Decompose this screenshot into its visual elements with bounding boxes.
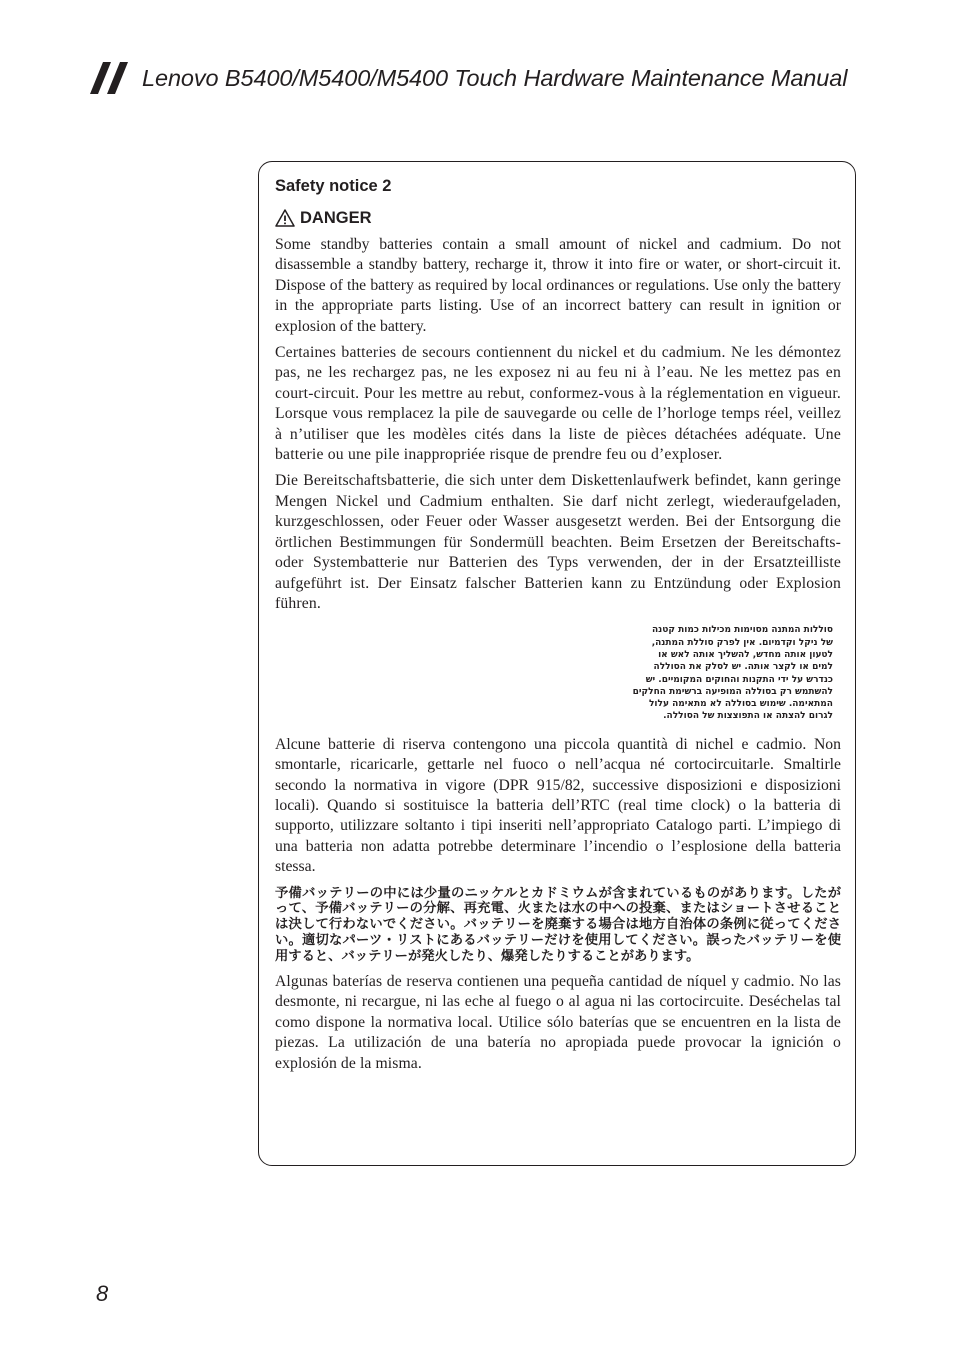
page-number: 8 (96, 1281, 109, 1306)
danger-label: DANGER (300, 208, 372, 227)
hebrew-line: כנדרש על ידי התקנות והחוקים המקומיים. יש (645, 674, 833, 685)
hebrew-line: של ניקל וקדמיום. אין לפרק סוללת המתנה, (651, 637, 833, 648)
warning-triangle-icon (275, 209, 295, 227)
hebrew-line: להשתמש רק בסוללה המופיעה ברשימת החלקים (632, 686, 833, 697)
german-warning: Die Bereitschaftsbatterie, die sich unter dem Diskettenlaufwerk befindet, kann geringe Mengen Nickel und Cadmium enthalten. Sie darf nicht zerlegt, wiederaufgeladen, kurzgeschlossen, oder Feuer oder Wasser ausgesetzt werden. Bei der Entsorgung die örtlichen Bestimmungen für Sondermüll beachten. Beim Ersetzen der Bereitschafts-oder Systembatterie nur Batterien des Typs verwenden, der in der Ersatzteilliste aufgeführt ist. Der Einsatz falscher Batterien kann zu Entzündung oder Explosion führen. (275, 472, 841, 612)
hebrew-line: לטעון אותה מחדש, להשליך אותה לאש או (658, 649, 833, 660)
hebrew-line: לגרום להצתה או התפוצצות של הסוללה. (663, 711, 833, 722)
danger-heading (275, 207, 841, 229)
safety-notice-box (258, 161, 856, 1166)
hebrew-line: המתאימה. שימוש בסוללה לא מתאימה עלול (648, 699, 833, 710)
manual-title: Lenovo B5400/M5400/M5400 Touch Hardware Maintenance Manual (142, 65, 848, 91)
page-header (90, 62, 890, 98)
header-slash-mark-icon (90, 62, 134, 94)
hebrew-line: למים או לקצר אותה. יש לסלק את הסוללה (653, 662, 833, 673)
notice-title: Safety notice 2 (275, 177, 392, 195)
italian-warning: Alcune batterie di riserva contengono una piccola quantità di nichel e cadmio. Non smontarle, ricaricarle, gettarle nel fuoco o nell’acqua né cortocircuitarle. Smaltirle secondo la normativa in vigore (DPR 915/82, successive disposizioni e disposizioni locali). Quando si sostituisce la batteria dell’RTC (real time clock) o la batteria di supporto, utilizzare soltanto i tipi inseriti nell’appropriato Catalogo parti. L’impiego di una batteria non adatta potrebbe determinare l’incendio o l’esplosione della batteria stessa. (275, 735, 841, 876)
french-warning: Certaines batteries de secours contiennent du nickel et du cadmium. Ne les démontez pas, ne les rechargez pas, ne les exposez ni au feu ni à l’eau. Ne les mettez pas en court-circuit. Pour les mettre au rebut, conformez-vous à la réglementation en vigueur. Lorsque vous remplacez la pile de sauvegarde ou celle de l’horloge temps réel, veillez à n’utiliser que les modèles cités dans la liste de pièces détachées adéquate. Une batterie ou une pile inappropriée risque de prendre feu ou d’exploser. (275, 344, 841, 464)
spanish-warning: Algunas baterías de reserva contienen una pequeña cantidad de níquel y cadmio. No las desmonte, ni recargue, ni las eche al fuego o al agua ni las cortocircuite. Deséchelas tal como dispone la normativa local. Utilice sólo baterías que se encuentren en la lista de piezas. La utilización de una batería no apropiada puede provocar la ignición o explosión de la misma. (275, 973, 841, 1072)
hebrew-warning (593, 624, 833, 722)
japanese-warning: 予備バッテリーの中には少量のニッケルとカドミウムが含まれているものがあります。したがって、予備バッテリーの分解、再充電、火または水の中への投棄、またはショートさせることは決して行わないでください。バッテリーを廃棄する場合は地方自治体の条例に従ってください。適切なパーツ・リストにあるバッテリーだけを使用してください。誤ったバッテリーを使用すると、バッテリーが発火したり、爆発したりすることがあります。 (275, 885, 841, 965)
hebrew-line: סוללות המתנה מסוימות מכילות כמות קטנה (651, 625, 833, 636)
english-warning: Some standby batteries contain a small amount of nickel and cadmium. Do not disassemble a standby battery, recharge it, throw it into fire or water, or short-circuit it. Dispose of the battery as required by local ordinances or regulations. Use only the battery in the appropriate parts listing. Use of an incorrect battery can result in ignition or explosion of the battery. (275, 236, 841, 335)
